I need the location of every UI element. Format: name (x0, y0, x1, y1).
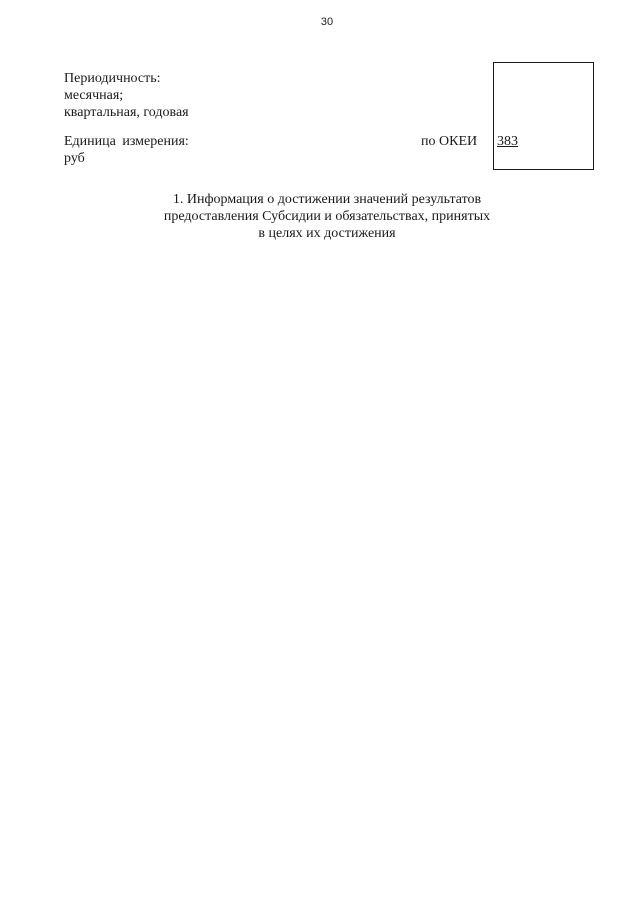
page-number: 30 (320, 16, 334, 28)
unit-value: руб (64, 151, 85, 166)
periodicity-block (64, 70, 189, 121)
periodicity-line-2: квартальная, годовая (64, 105, 189, 120)
section-title (130, 191, 524, 242)
periodicity-line-1: месячная; (64, 88, 124, 103)
unit-label: Единица измерения: (64, 134, 189, 149)
okei-code: 383 (497, 134, 518, 149)
section-title-line-3: в целях их достижения (258, 226, 396, 241)
section-title-line-1: 1. Информация о достижении значений результатов (172, 192, 482, 207)
periodicity-label: Периодичность: (64, 71, 161, 86)
codes-box (493, 62, 594, 170)
okei-label: по ОКЕИ (421, 134, 478, 149)
section-title-line-2: предоставления Субсидии и обязательствах, принятых (163, 209, 491, 224)
